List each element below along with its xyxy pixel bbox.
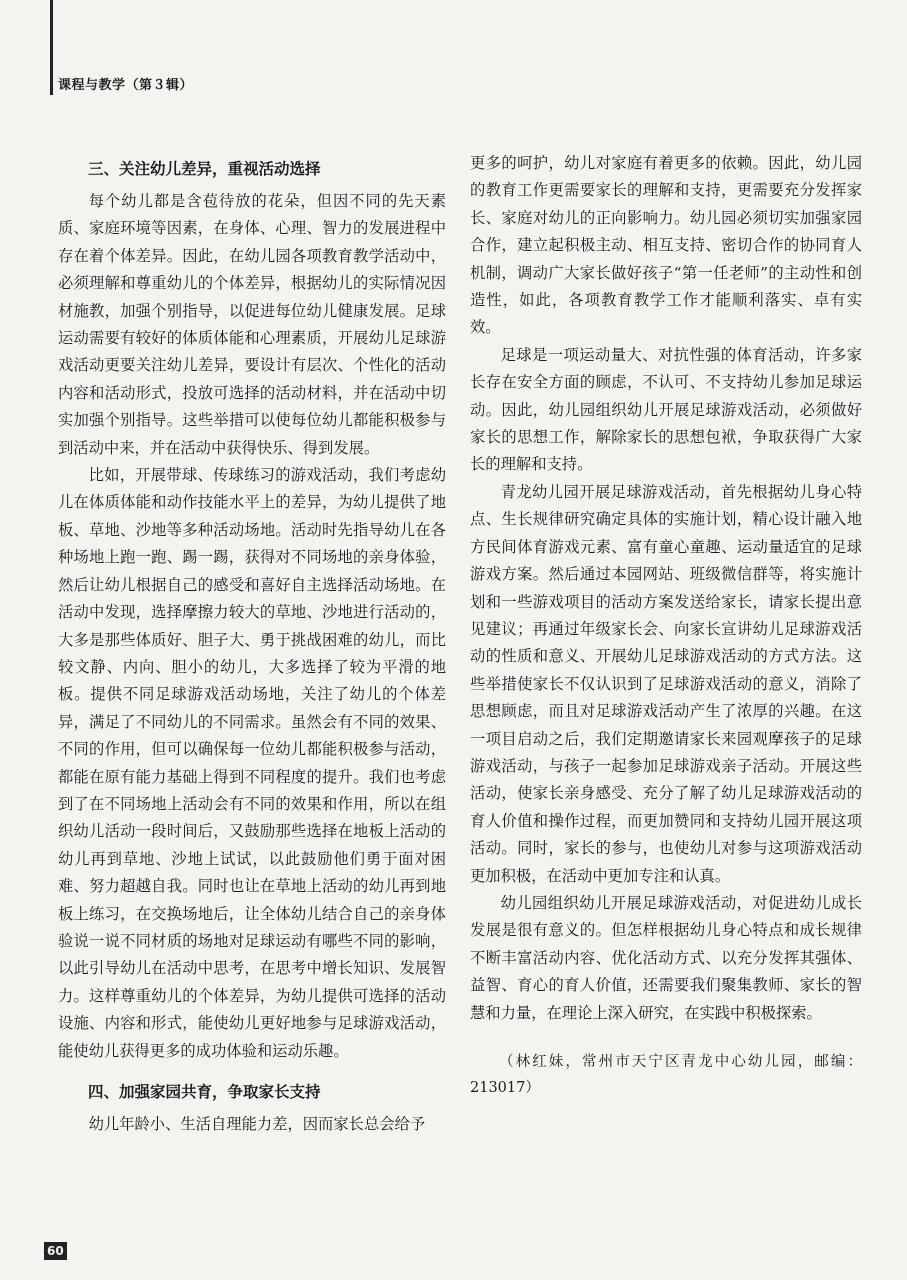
page-number: 60 xyxy=(44,1242,67,1260)
header-rule xyxy=(50,0,53,95)
section-3-heading: 三、关注幼儿差异，重视活动选择 xyxy=(88,160,321,178)
author-credit: （林红妹，常州市天宁区青龙中心幼儿园，邮编：213017） xyxy=(470,1054,862,1096)
left-column xyxy=(58,150,446,1138)
paragraph: 幼儿园组织幼儿开展足球游戏活动，对促进幼儿成长发展是很有意义的。但怎样根据幼儿身心特点和成长规律不断丰富活动内容、优化活动方式、以充分发挥其强体、益智、育心的育人价值，还需要我们聚集教师、家长的智慧和力量，在理论上深入研究，在实践中积极探索。 xyxy=(470,893,862,1022)
paragraph: 足球是一项运动量大、对抗性强的体育活动，许多家长存在安全方面的顾虑，不认可、不支持幼儿参加足球运动。因此，幼儿园组织幼儿开展足球游戏活动，必须做好家长的思想工作，解除家长的思想包袱，争取获得广大家长的理解和支持。 xyxy=(470,345,862,474)
paragraph: 每个幼儿都是含苞待放的花朵，但因不同的先天素质、家庭环境等因素，在身体、心理、智力的发展进程中存在着个体差异。因此，在幼儿园各项教育教学活动中，必须理解和尊重幼儿的个体差异，根据幼儿的实际情况因材施教，加强个别指导，以促进每位幼儿健康发展。足球运动需要有较好的体质体能和心理素质，开展幼儿足球游戏活动更要关注幼儿差异，要设计有层次、个性化的活动内容和活动形式，投放可选择的活动材料，并在活动中切实加强个别指导。这些举措可以使每位幼儿都能积极参与到活动中来，并在活动中获得快乐、得到发展。 xyxy=(58,192,446,457)
paragraph: 青龙幼儿园开展足球游戏活动，首先根据幼儿身心特点、生长规律研究确定具体的实施计划，精心设计融入地方民间体育游戏元素、富有童心童趣、运动量适宜的足球游戏方案。然后通过本园网站、班级微信群等，将实施计划和一些游戏项目的活动方案发送给家长，请家长提出意见建议；再通过年级家长会、向家长宣讲幼儿足球游戏活动的性质和意义、开展幼儿足球游戏活动的方式方法。这些举措使家长不仅认识到了足球游戏活动的意义，消除了思想顾虑，而且对足球游戏活动产生了浓厚的兴趣。在这一项目启动之后，我们定期邀请家长来园观摩孩子的足球游戏活动，与孩子一起参加足球游戏亲子活动。开展这些活动，使家长亲身感受、充分了解了幼儿足球游戏活动的育人价值和操作过程，而更加赞同和支持幼儿园开展这项活动。同时，家长的参与，也使幼儿对参与这项游戏活动更加积极，在活动中更加专注和认真。 xyxy=(470,482,862,885)
running-header: 课程与教学（第３辑） xyxy=(58,78,194,93)
section-4-heading: 四、加强家园共育，争取家长支持 xyxy=(88,1083,321,1101)
paragraph-continued: 更多的呵护，幼儿对家庭有着更多的依赖。因此，幼儿园的教育工作更需要家长的理解和支持，更需要充分发挥家长、家庭对幼儿的正向影响力。幼儿园必须切实加强家园合作，建立起积极主动、相互支持、密切合作的协同育人机制，调动广大家长做好孩子“第一任老师”的主动性和创造性，如此，各项教育教学工作才能顺利落实、卓有实效。 xyxy=(470,154,862,337)
paragraph: 比如，开展带球、传球练习的游戏活动，我们考虑幼儿在体质体能和动作技能水平上的差异，为幼儿提供了地板、草地、沙地等多种活动场地。活动时先指导幼儿在各种场地上跑一跑、踢一踢，获得对不同场地的亲身体验，然后让幼儿根据自己的感受和喜好自主选择活动场地。在活动中发现，选择摩擦力较大的草地、沙地进行活动的，大多是那些体质好、胆子大、勇于挑战困难的幼儿，而比较文静、内向、胆小的幼儿，大多选择了较为平滑的地板。提供不同足球游戏活动场地，关注了幼儿的个体差异，满足了不同幼儿的不同需求。虽然会有不同的效果、不同的作用，但可以确保每一位幼儿都能积极参与活动，都能在原有能力基础上得到不同程度的提升。我们也考虑到了在不同场地上活动会有不同的效果和作用，所以在组织幼儿活动一段时间后，又鼓励那些选择在地板上活动的幼儿再到草地、沙地上试试，以此鼓励他们勇于面对困难、努力超越自我。同时也让在草地上活动的幼儿再到地板上练习，在交换场地后，让全体幼儿结合自己的亲身体验说一说不同材质的场地对足球运动有哪些不同的影响，以此引导幼儿在活动中思考，在思考中增长知识、发展智力。这样尊重幼儿的个体差异，为幼儿提供可选择的活动设施、内容和形式，能使幼儿更好地参与足球游戏活动，能使幼儿获得更多的成功体验和运动乐趣。 xyxy=(58,466,446,1060)
paragraph: 幼儿年龄小、生活自理能力差，因而家长总会给予 xyxy=(88,1115,426,1133)
right-column xyxy=(470,150,862,1101)
